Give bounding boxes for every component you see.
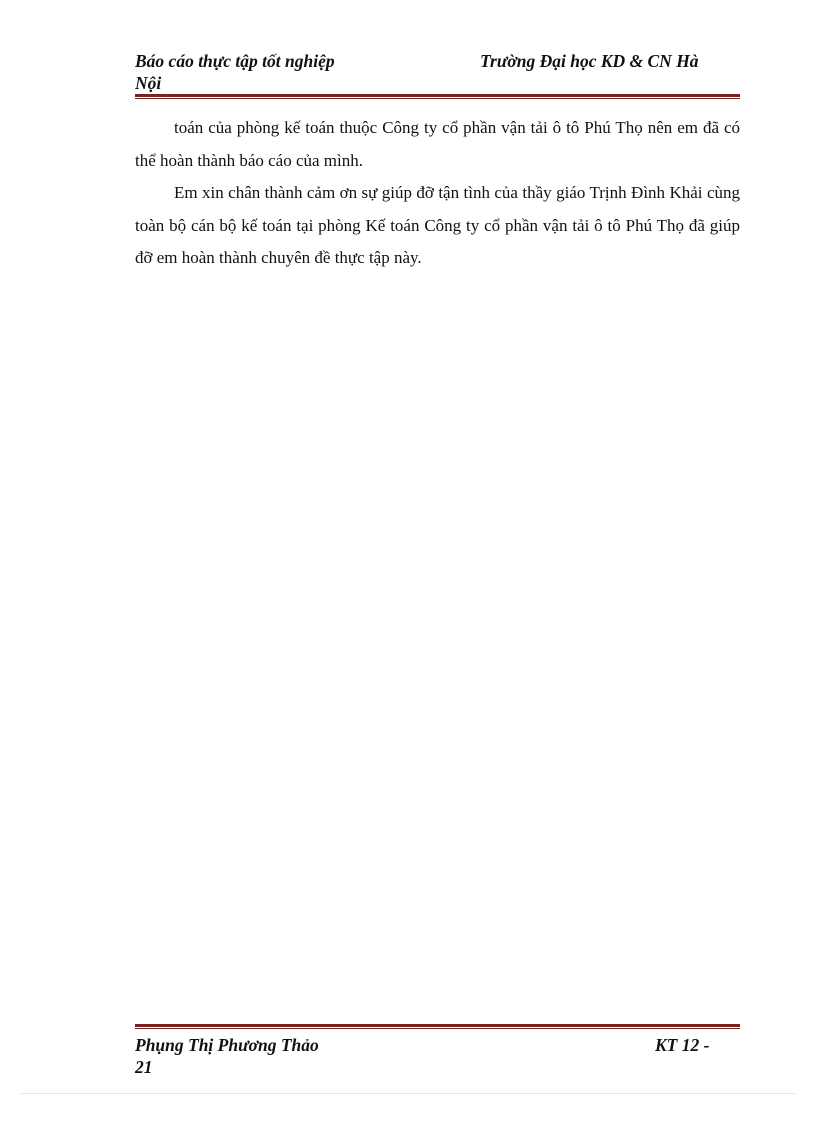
body-text — [135, 112, 740, 275]
footer-author: Phụng Thị Phương Thảo — [135, 1035, 319, 1055]
body-paragraph-2: Em xin chân thành cảm ơn sự giúp đỡ tận tình của thầy giáo Trịnh Đình Khải cùng toàn bộ cán bộ kế toán tại phòng Kế toán Công ty cổ phần vận tải ô tô Phú Thọ đã giúp đỡ em hoàn thành chuyên đề thực tập này. — [135, 183, 740, 267]
footer-rule-thick — [135, 1024, 740, 1027]
body-paragraph-1: toán của phòng kế toán thuộc Công ty cổ phần vận tải ô tô Phú Thọ nên em đã có thể hoàn thành báo cáo của mình. — [135, 118, 740, 170]
footer-rule-thin — [135, 1028, 740, 1029]
page-bottom-divider — [20, 1093, 796, 1094]
header-rule-thick — [135, 94, 740, 97]
header-right-title-wrap: Nội — [135, 73, 162, 93]
footer-rule — [135, 1024, 740, 1029]
footer-class-wrap: 21 — [135, 1057, 153, 1077]
header-right-title: Trường Đại học KD & CN Hà — [480, 51, 699, 71]
page-header — [135, 48, 740, 94]
header-rule — [135, 94, 740, 99]
header-left-title: Báo cáo thực tập tốt nghiệp — [135, 51, 335, 71]
header-rule-thin — [135, 98, 740, 99]
footer-class-label: KT 12 - — [655, 1035, 710, 1055]
